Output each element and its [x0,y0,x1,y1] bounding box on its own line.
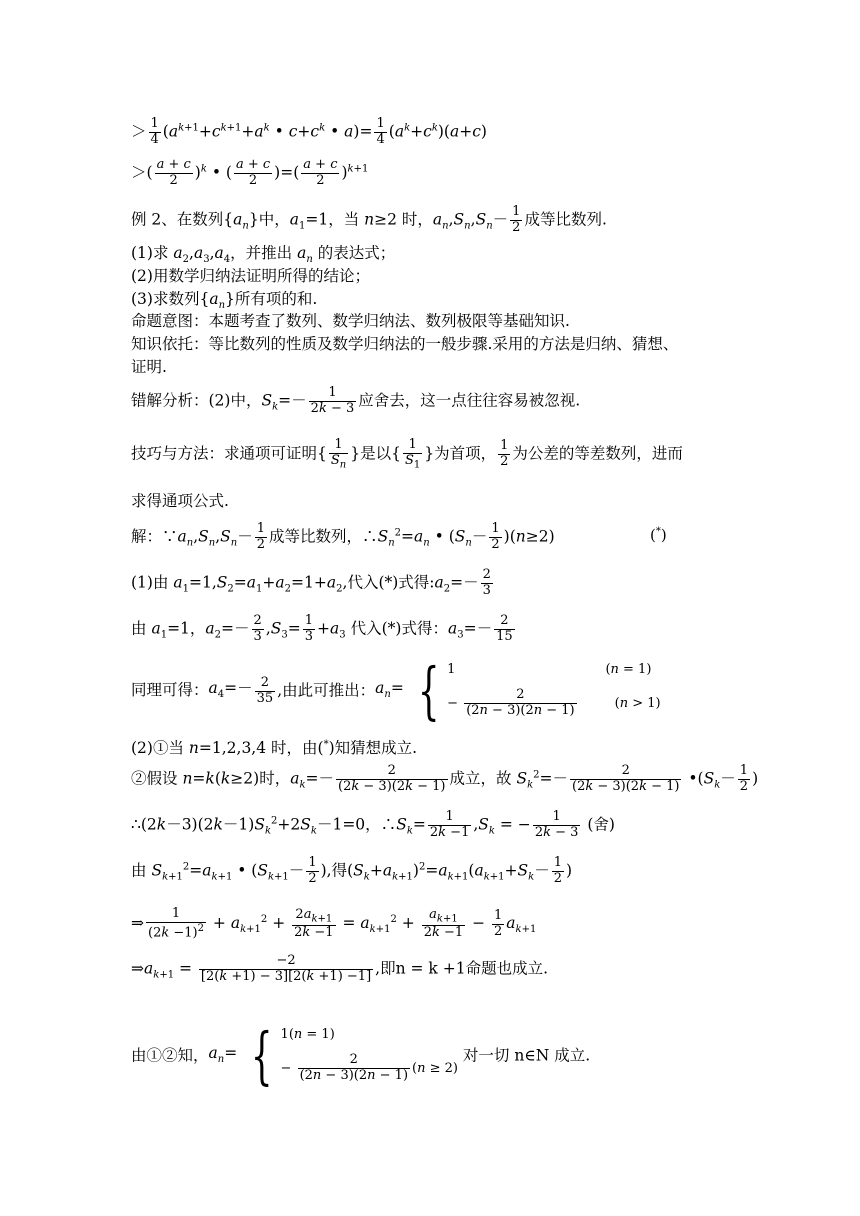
inequality-line-1: ＞ $\frac{1}{4}$ ($a^{k+1}+c^{k+1}+a^k$ • $c+c^k$ • a)= $\frac{1}{4}$ $(a^k+c^k)(a+c)$ [131,116,487,147]
solution-line: 解：$\because a_n,S_n,S_n-$ $\frac{1}{2}$ 成等比数列，$\therefore S_n^2=a_n$ • ($S_n-$ $\frac{1}{2}$ )(n≥2) [131,521,555,552]
step-3: 同理可得：$a_4=-$ $\frac{2}{35}$ ,由此可推出：$a_n=$ { 1 (n = 1) − $\frac{2}{(2n - 3)(2n - 1)}$ (n > 1) [131,654,661,727]
piecewise-conclusion: { 1(n = 1) − $\frac{2}{(2n - 3)(2n - 1)}$ (n ≥ 2) [251,1019,458,1092]
proof-step-2: ②假设 n=k(k≥2)时，$a_k=-$ $\frac{2}{(2k - 3)(2k - 1)}$ 成立，故 $S_k^2=-$ $\frac{2}{(2k - 3)(2k - 1)}$ $•(S_k-$ $\frac{1}{2}$ ) [131,763,759,794]
basis-text-2: 证明. [131,358,167,376]
technique-line-2: 求得通项公式. [131,492,229,510]
proof-step-3: $\therefore(2k-3)(2k-1)S_k^2+2S_k-1=0$，$\therefore S_k=$ $\frac{1}{2k -1}$ $,S_k$ = − $\frac{1}{2k - 3}$ (舍) [131,809,615,840]
proof-step-5: ⇒ $\frac{1}{(2k -1)^2}$ + $a_{k+1}^2$ + $\frac{2a_{k+1}}{2k -1}$ = $a_{k+1}^2$ + $\frac{a_{k+1}}{2k -1}$ − $\frac{1}{2}$ $a_{k+1}$ [131,906,537,941]
question-2: (2)用数学归纳法证明所得的结论； [131,267,370,285]
question-1: (1)求 $a_2,a_3,a_4$，并推出 $a_n$ 的表达式； [131,244,396,266]
proof-step-1: (2)①当 n=1,2,3,4 时，由(*)知猜想成立. [131,739,418,758]
step-1: (1)由 $a_1=1,S_2=a_1+a_2=1+a_2$,代入(*)式得$:a_2=-$ $\frac{2}{3}$ [131,567,491,598]
equation-tag: (*) [650,526,667,544]
technique-line-1: 技巧与方法：求通项可证明{ $\frac{1}{S_n}$ }是以{ $\frac{1}{S_1}$ }为首项， $\frac{1}{2}$ 为公差的等差数列，进而 [131,437,683,471]
conclusion: 由①②知，$a_n=$ { 1(n = 1) − $\frac{2}{(2n - 3)(2n - 1)}$ (n ≥ 2) 对一切 n∈N 成立. [131,1019,591,1092]
proof-step-4: 由 $S_{k+1}^2=a_{k+1}$ • ($S_{k+1}-$ $\frac{1}{2}$ ),得$(S_k+a_{k+1})^2=a_{k+1}(a_{k+1}+S_k-$ $\frac{1}{2}$ ) [131,855,573,886]
basis-text-1: 知识依托：等比数列的性质及数学归纳法的一般步骤.采用的方法是归纳、猜想、 [131,335,679,353]
question-3: (3)求数列$\{a_n\}$所有项的和. [131,290,318,312]
inequality-line-2: ＞( $\frac{a + c}{2}$ )$^k$ • ( $\frac{a + c}{2}$ )=( $\frac{a + c}{2}$ )$^{k+1}$ [131,157,369,188]
fraction: $\frac{1}{4}$ [150,116,159,147]
example-2-title: 例 2、在数列$\{a_n\}$中，$a_1=1$，当 n≥2 时，$a_n,S_n,S_n-$ $\frac{1}{2}$ 成等比数列. [131,204,607,235]
proof-step-6: $\Rightarrow a_{k+1}$ = $\frac{-2}{[2(k +1) - 3][2(k +1) -1]}$ ,即n = k +1命题也成立. [131,953,549,984]
mistake-analysis: 错解分析：(2)中，$S_k=-$ $\frac{1}{2k - 3}$ 应舍去，这一点往往容易被忽视. [131,385,581,416]
piecewise-formula: { 1 (n = 1) − $\frac{2}{(2n - 3)(2n - 1)}$ (n > 1) [417,654,661,727]
step-2: 由 $a_1=1$，$a_2=-$ $\frac{2}{3}$ $,S_3=$ $\frac{1}{3}$ $+a_3$ 代入(*)式得：$a_3=-$ $\frac{2}{15}$ [131,613,513,644]
intent-text: 命题意图：本题考查了数列、数学归纳法、数列极限等基础知识. [131,312,570,330]
